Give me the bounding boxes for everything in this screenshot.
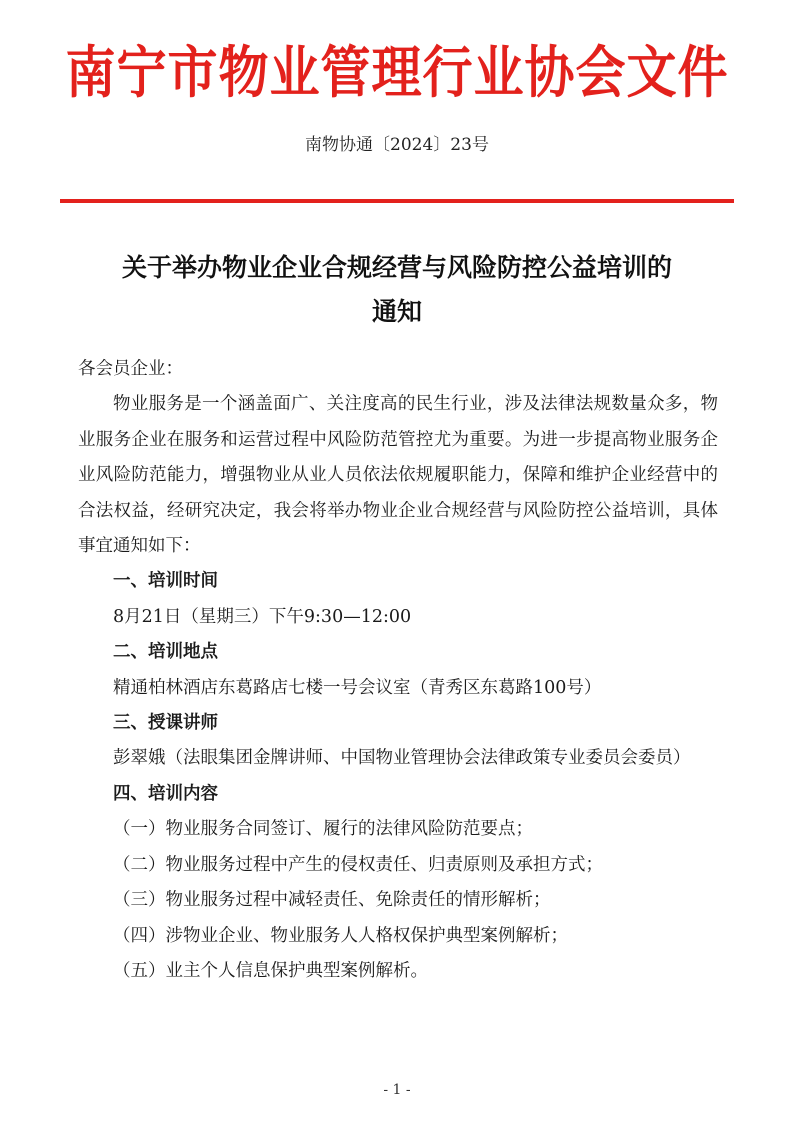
notice-title (60, 246, 734, 334)
content-item-3: （三）物业服务过程中减轻责任、免除责任的情形解析； (113, 890, 551, 911)
content-item-4: （四）涉物业企业、物业服务人人格权保护典型案例解析； (113, 925, 568, 946)
section-heading-time: 一、培训时间 (113, 571, 218, 592)
section-heading-lecturer: 三、授课讲师 (113, 713, 218, 734)
page-number: - 1 - (383, 1082, 411, 1098)
notice-body (78, 352, 718, 989)
red-divider-line (60, 199, 734, 203)
salutation: 各会员企业： (78, 359, 183, 379)
section-heading-content: 四、培训内容 (113, 783, 218, 804)
notice-title-line-1: 关于举办物业企业合规经营与风险防控公益培训的 (121, 253, 672, 282)
content-item-1: （一）物业服务合同签订、履行的法律风险防范要点； (113, 819, 533, 840)
lecturer-info: 彭翠娥（法眼集团金牌讲师、中国物业管理协会法律政策专业委员会委员） (113, 748, 691, 769)
training-place: 精通柏林酒店东葛路店七楼一号会议室（青秀区东葛路100号） (113, 677, 602, 698)
org-masthead: 南宁市物业管理行业协会文件 (65, 39, 729, 106)
intro-paragraph: 物业服务是一个涵盖面广、关注度高的民生行业，涉及法律法规数量众多，物业服务企业在服务和运营过程中风险防范管控尤为重要。为进一步提高物业服务企业风险防范能力，增强物业从业人员依法依规履职能力，保障和维护企业经营中的合法权益，经研究决定，我会将举办物业企业合规经营与风险防控公益培训，具体事宜通知如下： (78, 394, 718, 557)
notice-title-line-2: 通知 (371, 297, 422, 326)
content-item-5: （五）业主个人信息保护典型案例解析。 (113, 960, 428, 981)
document-number: 南物协通〔2024〕23号 (305, 135, 489, 155)
training-time: 8月21日（星期三）下午9:30—12:00 (113, 606, 412, 627)
content-item-2: （二）物业服务过程中产生的侵权责任、归责原则及承担方式； (113, 854, 603, 875)
section-heading-place: 二、培训地点 (113, 642, 218, 663)
